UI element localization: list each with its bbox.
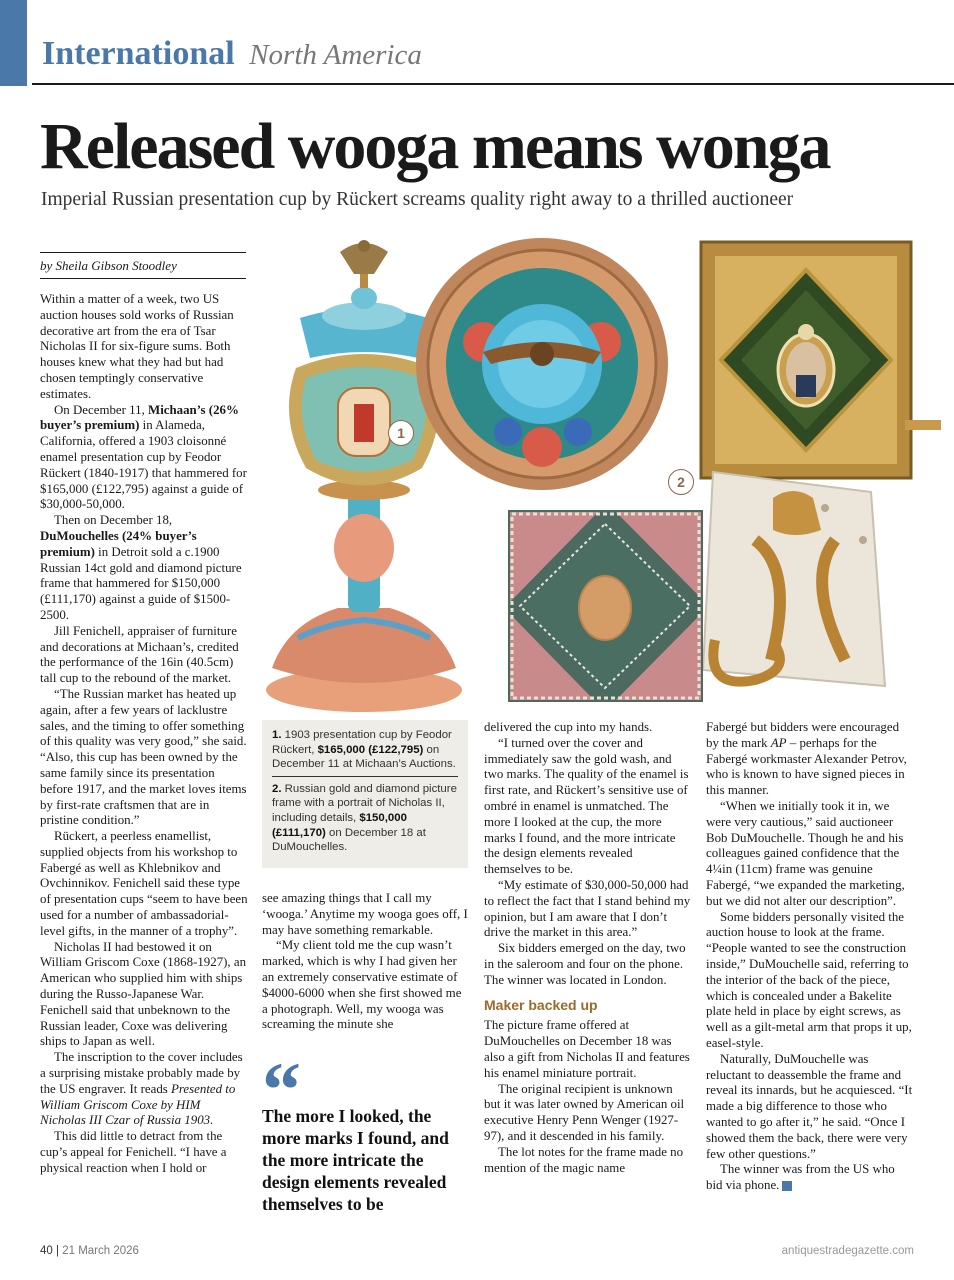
header-rule (32, 83, 954, 85)
paragraph (40, 513, 248, 624)
section-subtitle: North America (249, 39, 422, 71)
paragraph: see amazing things that I call my ‘wooga.’ Anytime my wooga goes off, I may have something remarkable. (262, 891, 468, 937)
photo-enamel-disc (413, 232, 671, 496)
text-run: Fabergé but bidders were encouraged by the mark (706, 720, 900, 750)
text-run: Then on December 18, (54, 513, 173, 528)
text-run: in Alameda, California, offered a 1903 cloisonné enamel presentation cup by Feodor Rückert (1840-1917) that hammered for $165,000 (£122,795) against a guide of $30,000-50,000. (40, 418, 247, 512)
paragraph: Within a matter of a week, two US auction houses sold works of Russian decorative art from the era of Tsar Nicholas II for six-figure sums. Both houses knew what they had but had chosen temptingly conservative estimates. (40, 292, 234, 401)
paragraph: Six bidders emerged on the day, two in the saleroom and four on the phone. The winner was located in London. (484, 941, 686, 987)
caption-1 (272, 728, 458, 777)
footer-page-info (40, 1245, 139, 1257)
photo-number-badge: 2 (668, 469, 694, 495)
paragraph: “The Russian market has heated up again, after a few years of lacklustre sales, and the timing to offer something of this quality was very good,” she said. “Also, this cup has been owned by the same family since its presentation before 1917, and the market loves items by first-rate craftsmen that are in pristine condition.” (40, 686, 247, 828)
text-run: – perhaps for the Fabergé workmaster Alexander Petrov, who is known to have signed pieces in this manner. (706, 735, 907, 798)
paragraph: “I turned over the cover and immediately saw the gold wash, and two marks. The quality of the enamel is first rate, and Rückert’s sensitive use of ombré in enamel is unmatched. The more I looked at the cup, the more marks I found, and the more intricate the design elements revealed themselves to be. (484, 735, 689, 877)
section-title: International (42, 35, 235, 72)
subheading: Maker backed up (484, 996, 598, 1013)
caption-text: on December 11 at Michaan’s Auctions. (272, 743, 456, 771)
article-headline: Released wooga means wonga (40, 110, 830, 183)
caption-text: 1903 presentation cup by Feodor Rückert, (272, 729, 452, 756)
end-mark-icon (782, 1181, 792, 1191)
caption-text: on December 18 at DuMouchelles. (272, 826, 426, 854)
auction-house-name: Michaan’s (26% buyer’s premium) (40, 402, 239, 433)
footer-separator: | (56, 1245, 59, 1257)
section-color-tab (0, 0, 27, 86)
byline: by Sheila Gibson Stoodley (40, 252, 246, 279)
auction-house-name: DuMouchelles (24% buyer’s premium) (40, 528, 197, 559)
photo-frame-back (508, 510, 703, 702)
caption-2 (272, 782, 458, 859)
paragraph: The picture frame offered at DuMouchelles on December 18 was also a gift from Nicholas II and features his enamel miniature portrait. (484, 1018, 690, 1080)
page-number: 40 (40, 1245, 53, 1257)
caption-price: $165,000 (£122,795) (317, 743, 424, 756)
paragraph: “My estimate of $30,000-50,000 had to reflect the fact that I stand behind my opinion, but I am aware that I don’t drive the market in this area.” (484, 877, 691, 940)
paragraph (40, 1050, 248, 1129)
article-column-3 (484, 720, 692, 1176)
paragraph: The lot notes for the frame made no mention of the magic name (484, 1144, 684, 1175)
quote-mark-icon: “ (262, 1046, 301, 1133)
section-header (42, 34, 422, 75)
article-column-2 (262, 891, 470, 1033)
article-column-4 (706, 720, 914, 1194)
caption-number: 1. (272, 729, 282, 741)
caption-text: Russian gold and diamond picture frame with a portrait of Nicholas II, including details, (272, 782, 457, 824)
paragraph (706, 720, 914, 799)
footer-website: antiquestradegazette.com (781, 1245, 914, 1257)
paragraph: The original recipient is unknown but it was later owned by American oil executive Henry Penn Wenger (1927-97), and it descended in his family. (484, 1081, 685, 1143)
maker-mark: AP (770, 735, 787, 750)
paragraph: Nicholas II had bestowed it on William Griscom Coxe (1868-1927), an American who supplied him with ships during the Russo-Japanese War. Fenichell said that unbeknown to the Russian leader, Coxe was delivering ships to Japan as well. (40, 939, 247, 1049)
text-run: The inscription to the cover includes a surprising mistake probably made by the US engraver. It reads (40, 1050, 243, 1096)
paragraph: “My client told me the cup wasn’t marked, which is why I had given her an extremely conservative estimate of $4000-6000 when she first showed me a photograph. Well, my wooga was screaming the minute she (262, 938, 462, 1032)
inscription-quote: Presented to William Griscom Coxe by HIM Nicholas III Czar of Russia 1903. (40, 1081, 236, 1128)
paragraph: delivered the cup into my hands. (484, 720, 653, 734)
text-run: The winner was from the US who bid via phone. (706, 1162, 895, 1193)
article-standfirst: Imperial Russian presentation cup by Rückert screams quality right away to a thrilled auctioneer (41, 189, 794, 210)
paragraph (40, 403, 248, 514)
article-column-1 (40, 292, 248, 1177)
paragraph (706, 1162, 914, 1194)
paragraph: Naturally, DuMouchelle was reluctant to deassemble the frame and reveal its innards, but he acquiesced. “It made a big difference to those who wanted to go after it,” he said. “Once I showed them the back, there were very few other questions.” (706, 1051, 913, 1161)
paragraph: Jill Fenichell, appraiser of furniture and decorations at Michaan’s, credited the performance of the 16in (40.5cm) tall cup to the rebound of the market. (40, 623, 239, 686)
paragraph: Some bidders personally visited the auction house to look at the frame. “People wanted to see the construction inside,” DuMouchelle said, referring to the interior of the back of the piece, which is concealed under a Bakelite plate held in place by eight screws, as well as a gilt-metal arm that props it up, easel-style. (706, 909, 912, 1050)
pull-quote: The more I looked, the more marks I found, and the more intricate the design elements revealed themselves to be (262, 1106, 449, 1214)
caption-price: $150,000 (£111,170) (272, 811, 407, 839)
photo-gold-frame (695, 240, 947, 700)
paragraph: Rückert, a peerless enamellist, supplied objects from his workshop to Fabergé as well as Khlebnikov and Ovchinnikov. Fenichell said these type of presentation cups “seem to have been used for a number of ambassadorial-level gifts, in the manner of a trophy”. (40, 829, 248, 938)
text-run: in Detroit sold a c.1900 Russian 14ct gold and diamond picture frame that hammered for $150,000 (£111,170) against a guide of $1500-2500. (40, 544, 242, 622)
caption-number: 2. (272, 782, 282, 795)
paragraph: “When we initially took it in, we were very cautious,” said auctioneer Bob DuMouchelle. Though he and his colleagues gained confidence that the 4¼in (11cm) frame was genuine Fabergé, “we expanded the marketing, but we did not alter our description”. (706, 798, 905, 908)
caption-box (262, 720, 468, 868)
text-run: On December 11, (54, 402, 149, 417)
issue-date: 21 March 2026 (62, 1245, 139, 1257)
photo-number-badge: 1 (388, 420, 414, 446)
paragraph: This did little to detract from the cup’s appeal for Fenichell. “I have a physical reaction when I hold or (40, 1129, 227, 1175)
